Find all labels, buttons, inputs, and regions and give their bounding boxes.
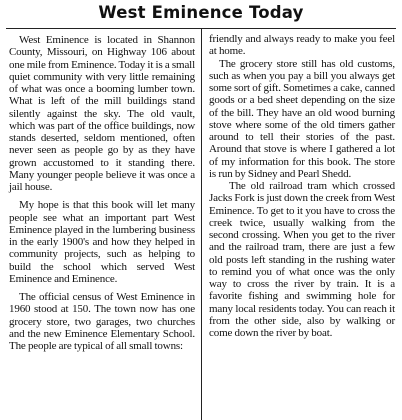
paragraph-hope: My hope is that this book will let many people see what an important part West Eminence played in the lumbering business in the early 1900's and how they helped in community projects, such as helping to build the school which served West Eminence and Eminence. (9, 199, 195, 285)
paragraph-continued: friendly and always ready to make you feel at home. (209, 33, 395, 58)
column-divider (201, 28, 202, 420)
page-title: West Eminence Today (98, 3, 304, 22)
paragraph-railroad-tram: The old railroad tram which crossed Jacks Fork is just down the creek from West Eminence. To get to it you have to cross the creek twice, usually walking from the second crossing. When you get to the river and the railroad tram, there are just a few old posts left standing in the rushing water to remind you of what once was the only way to cross the river by train. It is a favorite fishing and swimming hole for many local residents today. You can reach it from the other side, also by walking or come down the river by boat. (209, 180, 395, 339)
paragraph-grocery-store: The grocery store still has old customs, such as when you pay a bill you always get some sort of gift. Sometimes a cake, canned goods or a bed sheet depending on the size of the bill. They have an old wood burning stove where some of the old timers gather around to tell their stories of the past. Around that stove is where I gathered a lot of my information for this book. The store is run by Sidney and Pearl Shedd. (209, 57, 395, 180)
left-column (9, 34, 195, 352)
paragraph-location: West Eminence is located in Shannon County, Missouri, on Highway 106 about one mile from Eminence. Today it is a small quiet community with very little remaining of what was once a booming lumber town. What is left of the mill buildings stand silently against the sky. The old vault, which was part of the office buildings, now stands deserted, seldom mentioned, often never seen as people go by as they have grown accustomed to it standing there. Many younger people believe it was once a jail house. (9, 34, 195, 193)
paragraph-census: The official census of West Eminence in 1960 stood at 150. The town now has one grocery store, two garages, two churches and the new Eminence Elementary School. The people are typical of all small towns: (9, 291, 195, 352)
right-column (209, 33, 395, 339)
